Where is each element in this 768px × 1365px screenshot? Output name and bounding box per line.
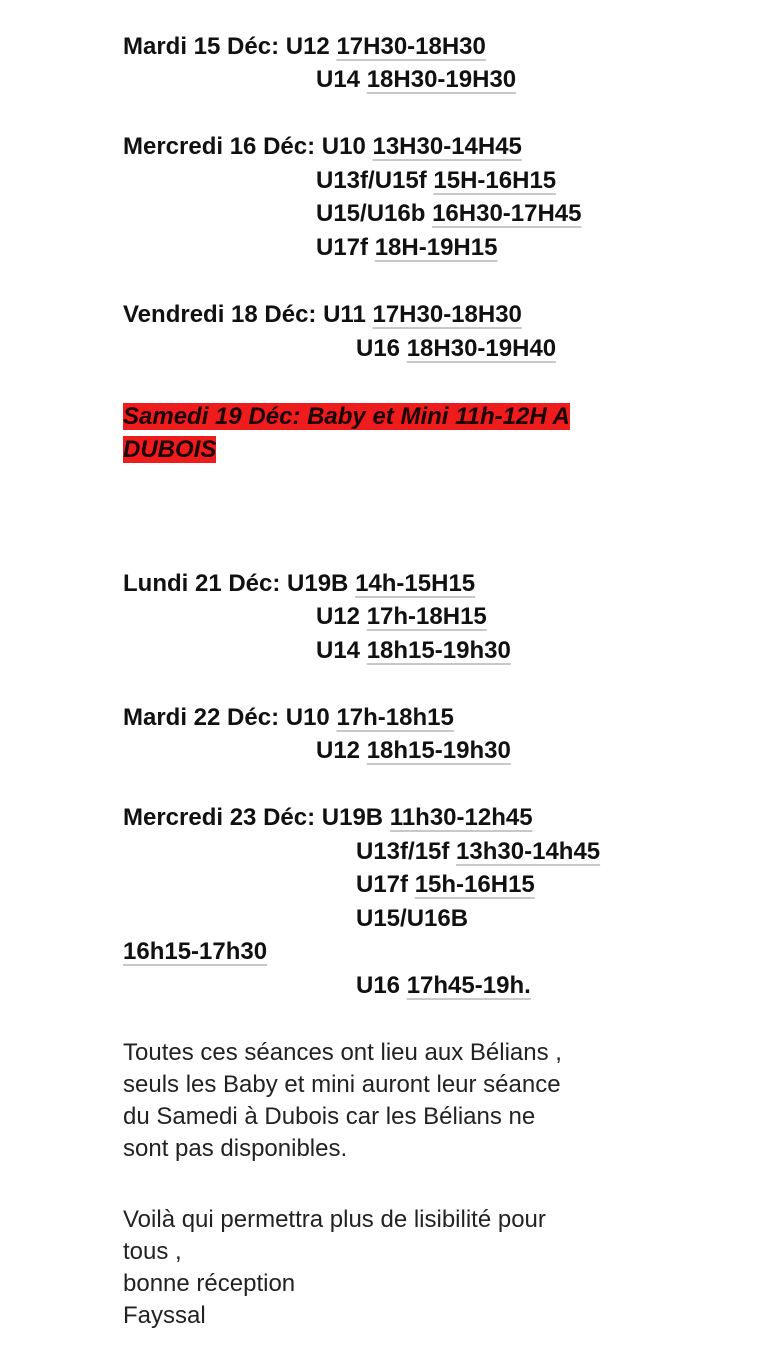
day-label: Mercredi 16 Déc: [123,133,316,160]
closing-line: bonne réception [123,1270,296,1297]
team-label: U15/U16b [316,200,426,227]
day-label: Vendredi 18 Déc: [123,301,317,328]
time-slot: 18h15-19h30 [366,637,511,664]
team-label: U10 [285,704,330,731]
schedule-line [316,231,497,264]
time-slot: 17h-18H15 [366,603,487,630]
schedule-line [123,935,267,968]
schedule-line [123,801,533,834]
team-label: U19B [287,570,349,597]
team-label: U15/U16B [356,905,469,932]
closing-line: tous , [123,1238,182,1265]
time-slot: 18h15-19h30 [366,737,511,764]
team-label: U13f/U15f [316,167,427,194]
schedule-line [316,634,511,667]
schedule-line [356,868,535,901]
note-line: du Samedi à Dubois car les Bélians ne [123,1103,536,1130]
team-label: U11 [323,301,366,328]
team-label: U16 [356,335,401,362]
day-label: Lundi 21 Déc: [123,570,281,597]
team-label: U14 [316,637,361,664]
schedule-line [356,835,600,868]
team-label: U12 [316,603,361,630]
time-slot: 13H30-14H45 [372,133,522,160]
schedule-line [123,567,475,600]
highlight-saturday-notice [123,400,640,466]
schedule-line [123,130,522,163]
time-slot: 17H30-18H30 [336,33,486,60]
time-slot: 17h45-19h. [406,972,531,999]
team-label: U17f [356,871,409,898]
team-label: U16 [356,972,401,999]
schedule-line [316,734,511,767]
team-label: U12 [285,33,330,60]
time-slot: 14h-15H15 [355,570,476,597]
day-label: Mardi 15 Déc: [123,33,280,60]
schedule-line [123,298,522,331]
time-slot: 13h30-14h45 [456,838,601,865]
schedule-line [316,197,582,230]
note-line: seuls les Baby et mini auront leur séance [123,1071,561,1098]
note-line: sont pas disponibles. [123,1135,348,1162]
schedule-line [123,701,454,734]
location-note [123,1037,683,1165]
time-slot: 16h15-17h30 [123,938,268,965]
team-label: U13f/15f [356,838,450,865]
time-slot: 18H30-19H30 [366,66,517,93]
schedule-line [356,332,556,365]
team-label: U12 [316,737,361,764]
day-label: Mercredi 23 Déc: [123,804,316,831]
schedule-line [316,600,487,633]
time-slot: 15H-16H15 [433,167,557,194]
team-label: U19B [321,804,384,831]
closing-line: Voilà qui permettra plus de lisibilité pour [123,1206,546,1233]
time-slot: 15h-16H15 [414,871,535,898]
time-slot: 17H30-18H30 [372,301,522,328]
team-label: U10 [321,133,366,160]
schedule-line [123,30,486,63]
highlight-text: Samedi 19 Déc: Baby et Mini 11h-12H A DUBOIS [123,403,570,463]
schedule-line [356,969,531,1002]
time-slot: 18H-19H15 [374,234,498,261]
day-label: Mardi 22 Déc: [123,704,280,731]
time-slot: 17h-18h15 [336,704,454,731]
closing-message [123,1204,683,1332]
schedule-line [356,902,468,935]
time-slot: 16H30-17H45 [432,200,582,227]
schedule-line [316,164,556,197]
team-label: U14 [316,66,361,93]
time-slot: 11h30-12h45 [389,804,533,831]
team-label: U17f [316,234,369,261]
signature: Fayssal [123,1302,206,1329]
note-line: Toutes ces séances ont lieu aux Bélians , [123,1039,562,1066]
time-slot: 18H30-19H40 [406,335,557,362]
schedule-line [316,63,516,96]
